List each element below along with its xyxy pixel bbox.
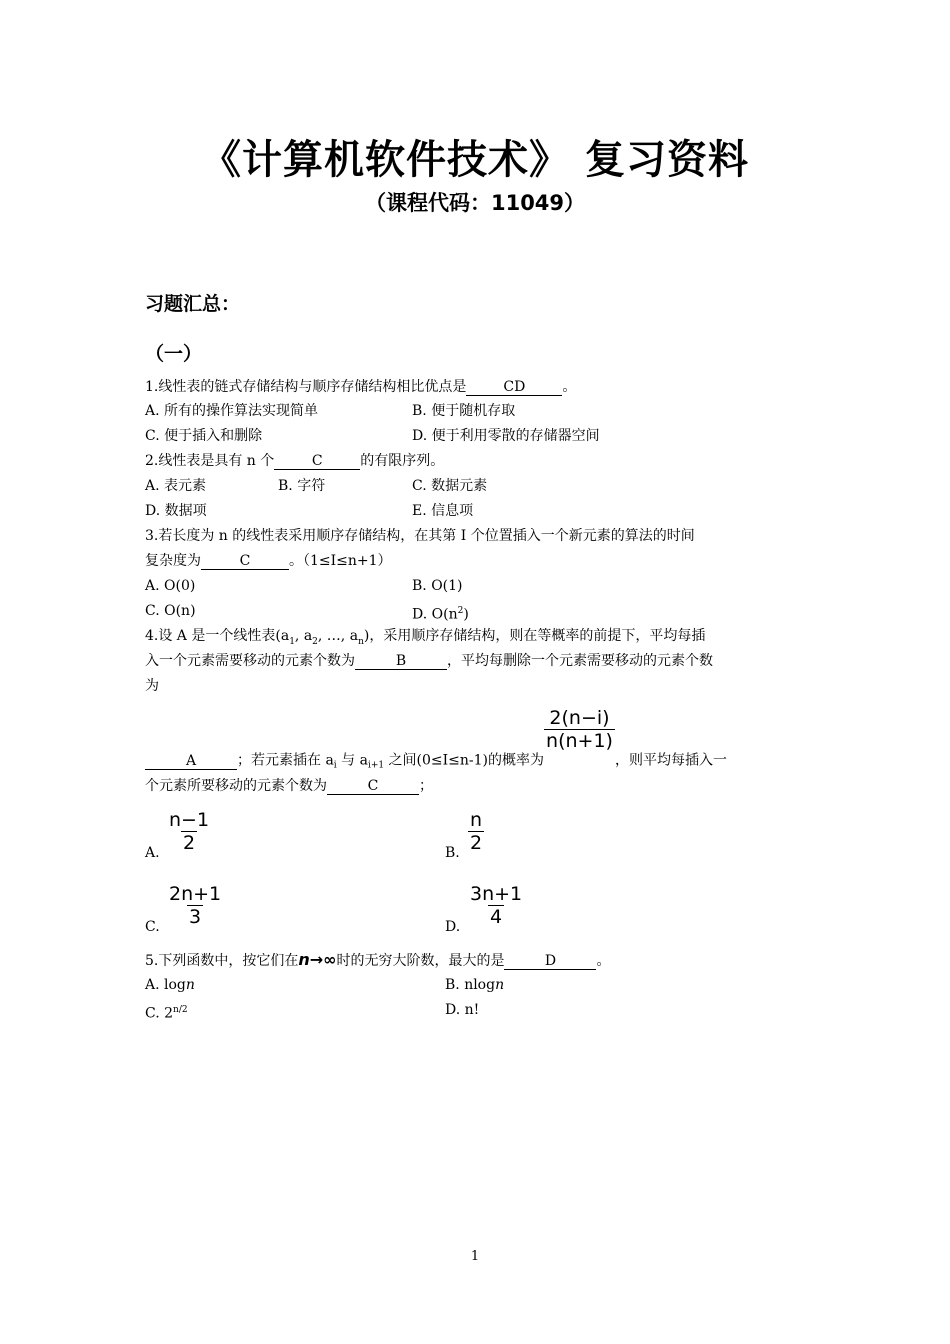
question-3-line-2 [145,551,392,571]
fraction-numerator: 2n+1 [169,883,222,905]
option-text: C. 2 [145,1005,174,1022]
question-1 [145,377,576,397]
fraction-denominator: 2 [182,832,196,854]
section-heading: 习题汇总： [145,293,241,315]
text: )，采用顺序存储结构，则在等概率的前提下，平均每插 [363,628,706,644]
option [145,1000,188,1024]
subscript: i [333,760,337,771]
option-d-close: ) [463,606,469,623]
part-heading: （一） [145,343,203,365]
text: ，则平均每插入一 [614,752,727,769]
option: A. 所有的操作算法实现简单 [145,403,319,419]
option-label: C. [145,919,160,935]
option-text: A. log [145,977,186,993]
option-fraction [468,809,484,854]
question-2-tail: 的有限序列。 [360,453,445,469]
option-label: A. [145,845,160,861]
option [145,975,195,995]
answer-blank: C [327,778,419,795]
page-title: 《计算机软件技术》 复习资料 [201,137,749,183]
option-fraction [167,883,223,928]
question-3-line-1: 3.若长度为 n 的线性表采用顺序存储结构，在其第 I 个位置插入一个新元素的算法的时间 [145,528,695,544]
option: D. 数据项 [145,503,207,519]
text: 4.设 A 是一个线性表(a [145,628,290,644]
question-1-tail: 。 [562,379,577,395]
fraction-denominator: 2 [470,832,483,854]
option: C. O(n) [145,603,196,619]
answer-blank: D [504,953,596,970]
course-code: （课程代码：11049） [364,191,586,215]
option: B. 字符 [278,478,326,494]
option-label: D. [445,919,461,935]
text: 。 [596,953,611,969]
text: 个元素所要移动的元素个数为 [145,778,327,794]
text: ；若元素插在 a [237,752,334,769]
fraction-numerator: n [470,809,483,831]
answer-blank: C [201,553,289,570]
text: ； [419,778,433,794]
question-3-tail: 。（1≤I≤n+1） [289,553,392,569]
text: , …, a [317,628,359,644]
option-text: B. nlog [445,977,496,993]
option: A. 表元素 [145,478,207,494]
subscript: 2 [312,636,318,647]
fraction-numerator: n−1 [169,809,210,831]
subscript: 1 [289,636,295,647]
question-4-line-2 [145,651,713,671]
italic-n: n [495,977,505,993]
option-fraction [167,809,211,854]
text: 与 a [336,752,368,769]
question-1-stem: 1.线性表的链式存储结构与顺序存储结构相比优点是 [145,379,467,395]
text: , a [294,628,313,644]
option-label: B. [445,845,460,861]
probability-fraction [544,707,615,752]
question-2-stem: 2.线性表是具有 n 个 [145,453,275,469]
option: C. 便于插入和删除 [145,428,263,444]
option: D. 便于利用零散的存储器空间 [412,428,600,444]
question-4-line-5 [145,776,433,796]
option-d-text: D. O(n [412,606,458,623]
option: B. 便于随机存取 [412,403,516,419]
question-4-line-1 [145,626,705,652]
superscript: n/2 [173,1005,188,1015]
subscript: i+1 [367,760,385,771]
option: C. 数据元素 [412,478,488,494]
question-4-line-4 [145,707,727,776]
option [445,975,504,995]
fraction-denominator: n(n+1) [546,730,613,752]
text: ，平均每删除一个元素需要移动的元素个数 [447,653,713,669]
option-fraction [468,883,524,928]
text: 入一个元素需要移动的元素个数为 [145,653,355,669]
option: E. 信息项 [412,503,474,519]
text: 之间(0≤I≤n-1)的概率为 [384,752,545,769]
answer-blank: CD [466,379,562,396]
fraction-denominator: 4 [490,906,503,928]
math-expression: n→∞ [298,950,337,969]
answer-blank: A [145,753,237,770]
superscript: 2 [457,606,464,616]
option: B. O(1) [412,578,463,594]
question-5 [145,950,610,971]
question-4-line-3: 为 [145,678,159,694]
answer-blank: C [274,453,360,470]
fraction-denominator: 3 [189,906,202,928]
answer-blank: B [355,653,447,670]
text: 时的无穷大阶数，最大的是 [336,953,505,969]
fraction-numerator: 2(n−i) [549,707,610,729]
subscript: n [358,636,364,647]
option: D. n! [445,1002,480,1018]
question-3-stem: 复杂度为 [145,553,201,569]
option: A. O(0) [145,578,196,594]
italic-n: n [185,977,195,993]
fraction-numerator: 3n+1 [470,883,523,905]
question-2 [145,451,444,471]
text: 5.下列函数中，按它们在 [145,953,299,969]
page-number: 1 [470,1249,480,1264]
option [412,601,469,625]
